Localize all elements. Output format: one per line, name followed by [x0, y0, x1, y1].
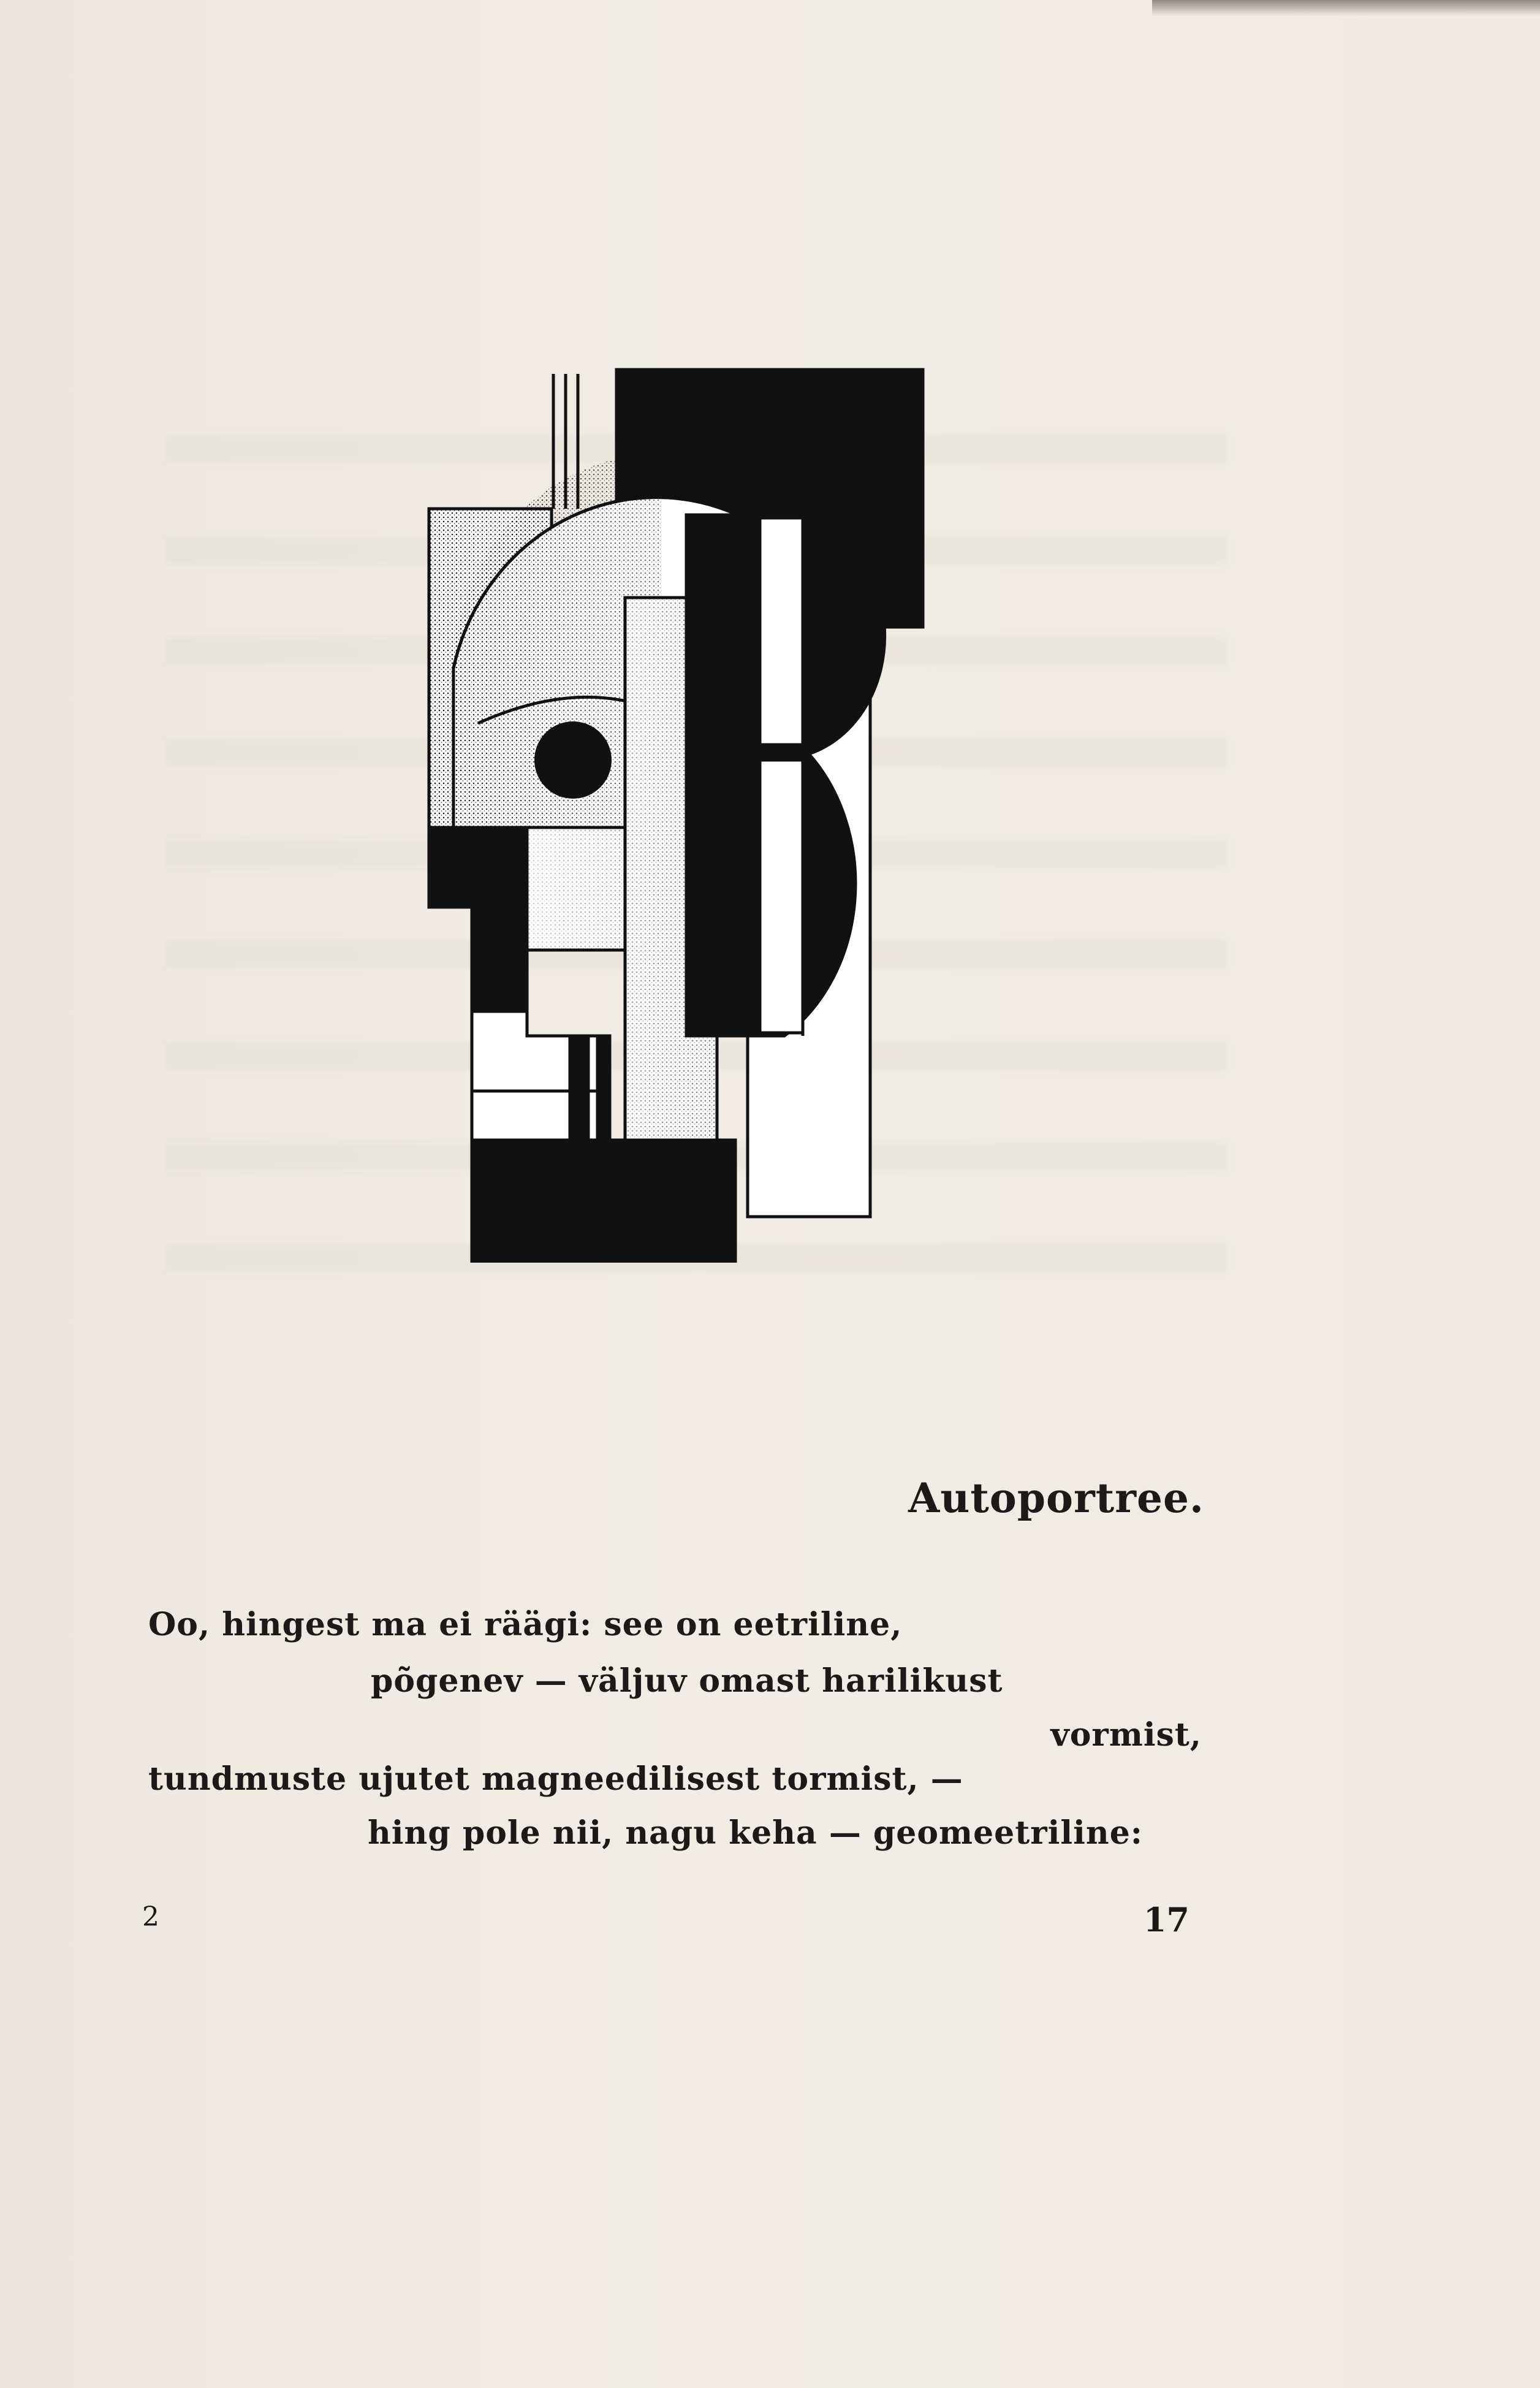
poem-line: tundmuste ujutet magneedilisest tormist, — — [148, 1760, 963, 1798]
signature-mark: 2 — [142, 1901, 159, 1933]
poem-title: Autoportree. — [908, 1474, 1204, 1522]
page-number: 17 — [1143, 1900, 1189, 1939]
poem-line: Oo, hingest ma ei räägi: see on eetriline, — [148, 1606, 903, 1643]
poem-line: vormist, — [1050, 1716, 1202, 1754]
poem-line: põgenev — väljuv omast harilikust — [371, 1662, 1003, 1700]
poem-line: hing pole nii, nagu keha — geomeetriline: — [368, 1814, 1144, 1852]
